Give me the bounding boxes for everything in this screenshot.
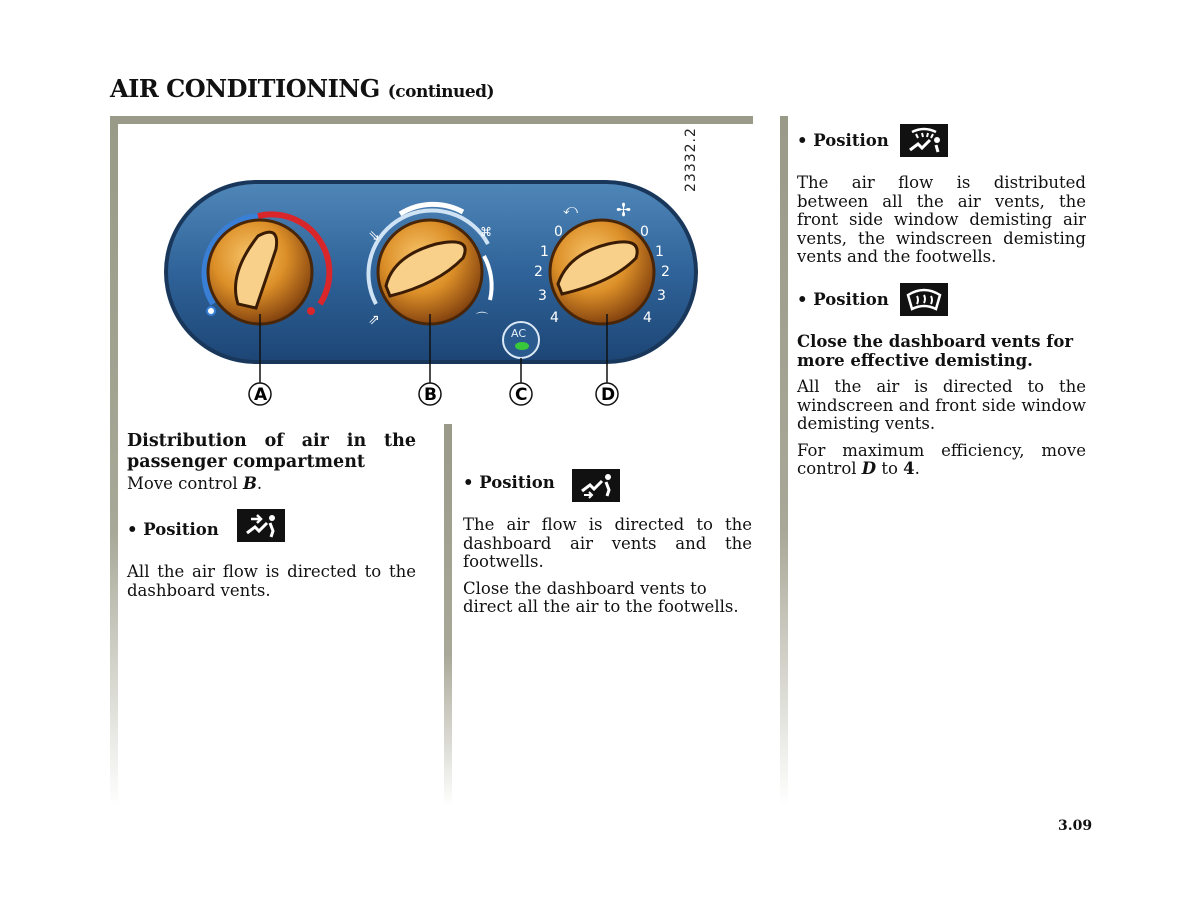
title-subtitle: (continued) (387, 82, 495, 102)
page-title (110, 74, 494, 103)
fan-left-3: 3 (538, 288, 547, 304)
dashboard-and-footwell-vents-icon (572, 469, 620, 502)
cold-dot (207, 307, 215, 315)
label-d: D (601, 385, 616, 405)
col1-position-label: • Position (127, 520, 219, 539)
vent-symbol-demist: ⌘ (480, 225, 492, 239)
vent-symbol-dashboard: ⇘ (368, 228, 380, 244)
fan-left-2: 2 (534, 264, 543, 280)
col3-position1-label: • Position (797, 131, 889, 150)
col3-body (797, 333, 1086, 487)
fan-left-1: 1 (540, 244, 549, 260)
column-1 (127, 431, 416, 494)
col3-para2: All the air is directed to the windscreen and front side window demisting vents. (797, 377, 1086, 433)
col3-para1: The air flow is distributed between all the air vents, the front side window demisting air vents, the windscreen demisting vents and the footwells. (797, 173, 1086, 266)
all-vents-demist-icon (900, 124, 948, 157)
hot-dot (307, 307, 315, 315)
para3-mid: to (876, 459, 904, 478)
col2-para1: The air flow is directed to the dashboard air vents and the footwells. (463, 515, 752, 571)
para3-start: For maximum efficiency, move control (797, 440, 1086, 478)
col2-position-label: • Position (463, 473, 555, 492)
fan-right-3: 3 (657, 288, 666, 304)
ac-button-label: AC (511, 327, 527, 340)
control-panel-figure (118, 124, 752, 420)
col2-body (463, 516, 752, 625)
para3-value: 4 (903, 459, 915, 478)
para3-control: D (861, 459, 877, 478)
col3-bold-note: Close the dashboard vents for more effective demisting. (797, 332, 1074, 370)
label-b: B (424, 385, 437, 405)
move-control-text (127, 475, 416, 494)
fan-right-2: 2 (661, 264, 670, 280)
dashboard-vents-icon (237, 509, 285, 542)
windscreen-demist-icon (900, 283, 948, 316)
page-number: 3.09 (1058, 818, 1093, 834)
move-control-letter: B (242, 474, 257, 493)
fan-left-4: 4 (550, 310, 559, 326)
vent-symbol-feet: ⇗ (368, 312, 380, 328)
vent-symbol-windscreen: ⌒ (476, 311, 489, 325)
distribution-heading: Distribution of air in the passenger compartment (127, 431, 416, 472)
fan-right-1: 1 (655, 244, 664, 260)
control-panel-illustration (118, 124, 752, 420)
ac-indicator (515, 342, 529, 350)
col1-body: All the air flow is directed to the dashboard vents. (127, 562, 416, 600)
col3-position2-label: • Position (797, 290, 889, 309)
column2-rule (444, 424, 452, 806)
fan-icon: ✢ (616, 200, 632, 221)
figure-reference-number: 23332.2 (683, 127, 699, 192)
fan-right-0: 0 (640, 224, 649, 240)
figure-top-rule (110, 116, 753, 124)
label-c: C (515, 385, 528, 405)
col2-para2: Close the dashboard vents to direct all the air to the footwells. (463, 578, 739, 616)
column1-rule (110, 116, 118, 806)
fan-left-0: 0 (554, 224, 563, 240)
move-end: . (256, 474, 263, 493)
column3-rule (780, 116, 788, 806)
title-main: AIR CONDITIONING (110, 74, 380, 103)
move-text: Move control (127, 474, 243, 493)
col3-para3 (797, 442, 1086, 479)
para3-end: . (914, 459, 920, 478)
recirculation-icon: ⤺ (563, 202, 578, 218)
fan-right-4: 4 (643, 310, 652, 326)
label-a: A (254, 385, 268, 405)
